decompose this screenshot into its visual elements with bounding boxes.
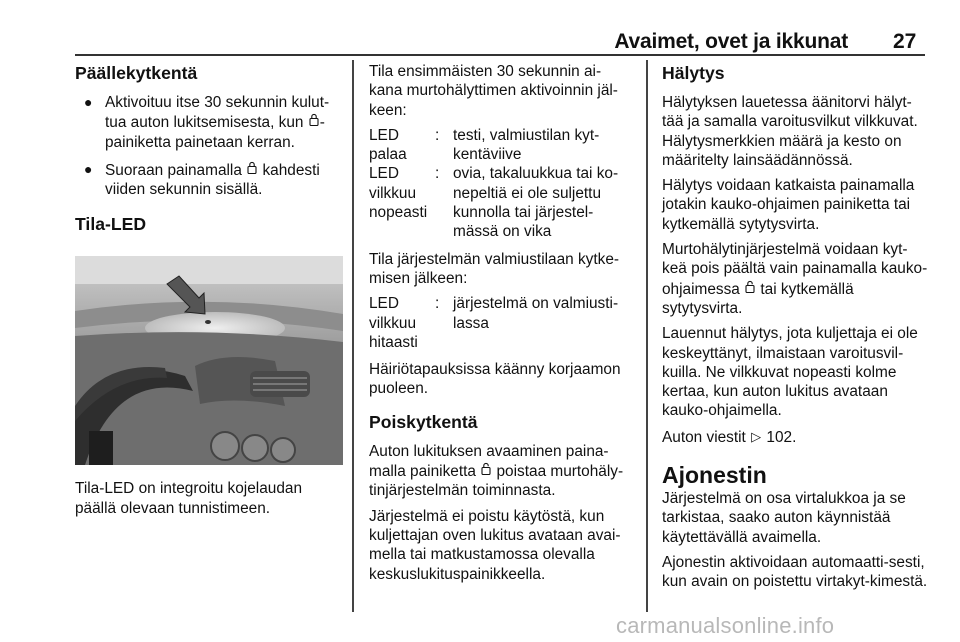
list-item bbox=[369, 164, 634, 241]
activation-list bbox=[75, 93, 343, 199]
column-1 bbox=[75, 62, 343, 524]
page-reference-link[interactable]: 102. bbox=[766, 428, 797, 446]
header-title: Avaimet, ovet ja ikkunat bbox=[614, 30, 848, 53]
heading-paallekytkenta: Päällekytkentä bbox=[75, 63, 198, 83]
paragraph bbox=[662, 240, 930, 318]
list-item bbox=[75, 160, 343, 200]
paragraph bbox=[369, 442, 634, 501]
led-desc: järjestelmä on valmiusti-lassa bbox=[453, 295, 619, 332]
paragraph: Järjestelmä on osa virtalukkoa ja se tarkistaa, saako auton käynnistää käytettävällä avaimella. bbox=[662, 490, 906, 546]
unlock-icon bbox=[481, 461, 491, 480]
column-2 bbox=[369, 62, 634, 590]
watermark: carmanualsonline.info bbox=[616, 613, 835, 638]
text: tai kytkemällä sytytysvirta. bbox=[662, 280, 854, 317]
bullet-text-before: Suoraan painamalla bbox=[105, 161, 247, 179]
led-term: LED vilkkuu hitaasti bbox=[369, 295, 418, 351]
separator: : bbox=[435, 126, 440, 144]
photo-caption: Tila-LED on integroitu kojelaudan päällä olevaan tunnistimeen. bbox=[75, 480, 303, 517]
paragraph bbox=[662, 427, 930, 447]
heading-tila-led: Tila-LED bbox=[75, 214, 147, 235]
arrow-ref-icon: ▷ bbox=[751, 428, 762, 444]
heading-ajonestin: Ajonestin bbox=[662, 462, 767, 489]
list-item bbox=[369, 294, 634, 352]
led-desc: testi, valmiustilan kyt-kentäviive bbox=[453, 126, 600, 164]
led-term: LED palaa bbox=[369, 126, 407, 164]
led-desc: ovia, takaluukkua tai ko-nepeltiä ei ole suljettu kunnolla tai järjestel-mässä on vika bbox=[453, 165, 619, 241]
text: Murtohälytinjärjestelmä voidaan kyt-keä pois päältä vain painamalla kauko-ohjaimessa bbox=[662, 241, 928, 298]
text: Auton lukituksen avaaminen paina-malla painiketta bbox=[369, 442, 609, 481]
paragraph: Hälytys voidaan katkaista painamalla jotakin kauko-ohjaimen painiketta tai kytkemällä sytytysvirta. bbox=[662, 177, 915, 233]
separator: : bbox=[435, 165, 440, 183]
separator: : bbox=[435, 295, 440, 313]
paragraph: Tila järjestelmän valmiustilaan kytke-misen jälkeen: bbox=[369, 250, 620, 287]
vent-grille bbox=[250, 371, 310, 397]
lock-icon bbox=[247, 160, 257, 179]
bullet-text-before: Aktivoituu itse 30 sekunnin kulut-tua auton lukitsemisesta, kun bbox=[105, 94, 330, 132]
header-rule bbox=[75, 54, 925, 56]
column-3 bbox=[662, 62, 930, 598]
bullet-dot: ● bbox=[84, 94, 93, 110]
paragraph: Ajonestin aktivoidaan automaatti-sesti, kun avain on poistettu virtakyt-kimestä. bbox=[662, 553, 928, 591]
bullet-text-after: -painiketta painetaan kerran. bbox=[105, 114, 325, 151]
list-item bbox=[75, 93, 343, 152]
bullet-dot: ● bbox=[84, 160, 93, 177]
paragraph: Järjestelmä ei poistu käytöstä, kun kuljettajan oven lukitus avataan avai-mella tai matkustamossa olevalla keskuslukituspainikkeella. bbox=[369, 507, 621, 583]
lock-icon bbox=[309, 112, 319, 131]
paragraph: Lauennut hälytys, jota kuljettaja ei ole keskeyttänyt, ilmaistaan varoitusvil-kuilla. Ne vilkkuvat nopeasti kolme kertaa, kun auton lukitus avataan kauko-ohjaimella. bbox=[662, 325, 918, 420]
list-item bbox=[369, 126, 634, 165]
led-term: LED vilkkuu nopeasti bbox=[369, 165, 428, 222]
text: poistaa murtohäly-tinjärjestelmän toiminnasta. bbox=[369, 463, 624, 500]
dashboard-led-photo bbox=[75, 256, 343, 465]
paragraph: Tila ensimmäisten 30 sekunnin ai-kana murtohälyttimen aktivoinnin jäl-keen: bbox=[369, 63, 618, 119]
heading-halytys: Hälytys bbox=[662, 63, 725, 83]
column-divider-1 bbox=[352, 60, 354, 612]
page-number: 27 bbox=[893, 30, 917, 53]
text: Auton viestit bbox=[662, 428, 751, 446]
bullet-text-after: kahdesti viiden sekunnin sisällä. bbox=[105, 161, 320, 199]
unlock-icon bbox=[745, 279, 755, 298]
column-divider-2 bbox=[646, 60, 648, 612]
led-status-list-2 bbox=[369, 294, 634, 352]
heading-poiskytkenta: Poiskytkentä bbox=[369, 411, 478, 432]
led-status-list-1 bbox=[369, 126, 634, 242]
paragraph: Häiriötapauksissa käänny korjaamon puoleen. bbox=[369, 361, 621, 398]
paragraph: Hälytyksen lauetessa äänitorvi hälyt-tää ja samalla varoitusvilkut vilkkuvat. Hälytysmerkkien määrä ja kesto on määritelty lainsäädännössä. bbox=[662, 94, 918, 169]
